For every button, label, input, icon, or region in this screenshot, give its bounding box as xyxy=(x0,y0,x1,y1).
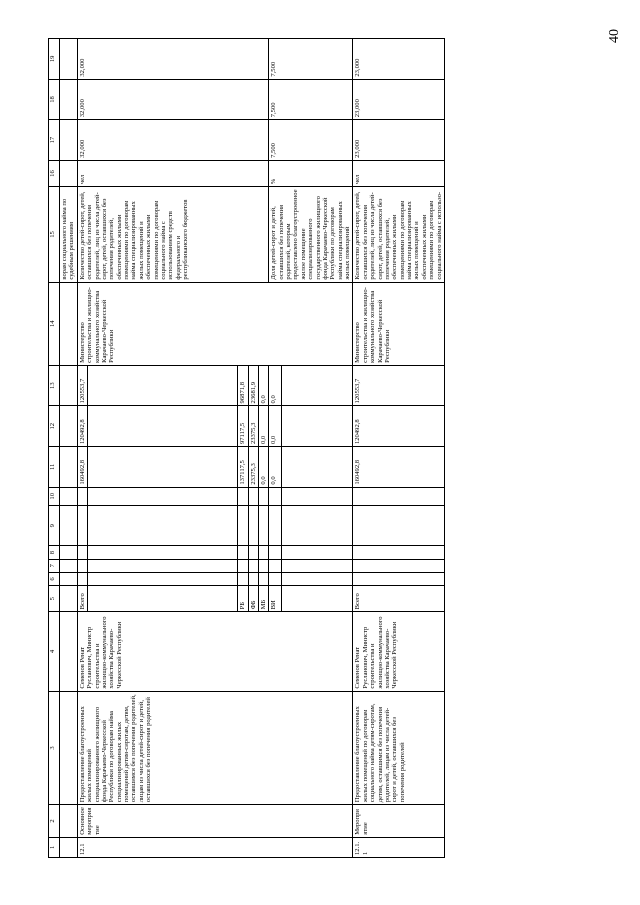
header-cell: 10 xyxy=(49,487,60,505)
value-cell: 32,000 xyxy=(77,39,269,80)
unit-cell: % xyxy=(269,160,353,186)
value-cell: 32,000 xyxy=(77,79,269,120)
header-cell: 12 xyxy=(49,406,60,447)
indicator-cell: ворам социального найма по судебным решениям xyxy=(60,187,78,282)
indicator-cell: Количество детей-сирот, детей, оставшихся без попечения родителей, лиц из числа детей-сирот, детей, оставшихся без попечения родителей, обеспеченных жилыми помещениями по договорам найма специализированных жилых помещений и обеспеченных жилыми помещениями по договорам социального найма с использованием средств федерального и республиканского бюджетов xyxy=(77,187,269,282)
row-responsible: Семенов Ренат Русланович, Министр строительства и жилищно-коммунального хозяйства Карачаево-Черкесской Республики xyxy=(353,612,445,691)
value-cell: 32,000 xyxy=(77,120,269,161)
header-cell: 6 xyxy=(49,572,60,585)
value-cell: 96871,8 xyxy=(238,365,248,406)
value-cell: 0,0 xyxy=(269,365,281,406)
value-cell: 120492,8 xyxy=(353,406,445,447)
value-cell: 120553,7 xyxy=(353,365,445,406)
value-cell: 0,0 xyxy=(258,406,268,447)
row-title: Предоставление благоустроенных жилых помещений по договорам социального найма детям-сиротам, детям, оставшимся без попечения родителей, лицам из числа детей-сирот и детей, оставшихся без попечения родителей xyxy=(353,691,445,805)
header-cell: 1 xyxy=(49,837,60,857)
row-type: Мероприятие xyxy=(353,805,445,837)
page-number: 40 xyxy=(607,29,622,43)
source-cell: Всего xyxy=(77,586,87,612)
value-cell: 7,500 xyxy=(269,79,353,120)
header-cell: 5 xyxy=(49,586,60,612)
rotated-table-wrapper xyxy=(48,38,603,858)
header-cell: 13 xyxy=(49,365,60,406)
value-cell: 137117,5 xyxy=(238,447,248,488)
row-title: Предоставление благоустроенных жилых помещений специализированного жилищного фонда Карачаево-Черкесской Республики по договорам найма специализированных жилых помещений детям-сиротам, детям, оставшимся без попечения родителей, лицам из числа детей-сирот и детей, оставшихся без попечения родителей xyxy=(77,691,353,805)
header-cell: 4 xyxy=(49,612,60,691)
value-cell: 160492,8 xyxy=(77,447,87,488)
header-cell: 19 xyxy=(49,39,60,80)
header-cell: 2 xyxy=(49,805,60,837)
header-row xyxy=(49,39,60,858)
header-cell: 8 xyxy=(49,546,60,559)
value-cell: 7,500 xyxy=(269,39,353,80)
header-cell: 18 xyxy=(49,79,60,120)
value-cell: 23375,3 xyxy=(248,406,258,447)
header-cell: 17 xyxy=(49,120,60,161)
continuation-row xyxy=(60,39,78,858)
indicator-cell: Доля детей-сирот и детей, оставшихся без попечения родителей, которым предоставлено благоустроенное жилое помещение специализированного государственного жилищного фонда Карачаево-Черкесской Республики по договорам найма специализированных жилых помещений xyxy=(269,187,353,282)
header-cell: 15 xyxy=(49,187,60,282)
unit-cell: чел xyxy=(77,160,269,186)
value-cell: 120492,8 xyxy=(77,406,87,447)
program-table xyxy=(48,38,445,858)
value-cell: 0,0 xyxy=(269,447,281,488)
value-cell: 23,000 xyxy=(353,79,445,120)
row-number: 12.1 xyxy=(77,837,353,857)
row-number: 12.1.1 xyxy=(353,837,445,857)
unit-cell: чел xyxy=(353,160,445,186)
row-responsible: Семенов Ренат Русланович, Министр строительства и жилищно-коммунального хозяйства Карачаево-Черкесской Республики xyxy=(77,612,353,691)
header-cell: 16 xyxy=(49,160,60,186)
source-cell: Всего xyxy=(353,586,445,612)
source-cell: МБ xyxy=(258,586,268,612)
row-executor: Министерство строительства и жилищно-коммунального хозяйства Карачаево-Черкесской Республики xyxy=(77,282,353,365)
value-cell: 0,0 xyxy=(258,365,268,406)
header-cell: 11 xyxy=(49,447,60,488)
header-cell: 14 xyxy=(49,282,60,365)
table-row xyxy=(77,39,87,858)
table-row xyxy=(353,39,445,858)
source-cell: ВИ xyxy=(269,586,281,612)
indicator-cell: Количество детей-сирот, детей, оставшихся без попечения родителей, лиц из числа детей-сирот, детей, оставшихся без попечения родителей, обеспеченных жилыми помещениями по договорам найма специализированных жилых помещений и обеспеченных жилыми помещениями по договорам социального найма с использо- xyxy=(353,187,445,282)
value-cell: 120553,7 xyxy=(77,365,87,406)
header-cell: 9 xyxy=(49,505,60,546)
value-cell: 97117,5 xyxy=(238,406,248,447)
value-cell: 0,0 xyxy=(269,406,281,447)
source-cell: РБ xyxy=(238,586,248,612)
value-cell: 7,500 xyxy=(269,120,353,161)
source-cell: ФБ xyxy=(248,586,258,612)
row-executor: Министерство строительства и жилищно-коммунального хозяйства Карачаево-Черкесской Республики xyxy=(353,282,445,365)
value-cell: 0,0 xyxy=(258,447,268,488)
value-cell: 23375,3 xyxy=(248,447,258,488)
row-type: Основное мероприятие xyxy=(77,805,353,837)
value-cell: 23,000 xyxy=(353,120,445,161)
value-cell: 23,000 xyxy=(353,39,445,80)
value-cell: 160492,8 xyxy=(353,447,445,488)
value-cell: 23681,9 xyxy=(248,365,258,406)
header-cell: 7 xyxy=(49,559,60,572)
header-cell: 3 xyxy=(49,691,60,805)
